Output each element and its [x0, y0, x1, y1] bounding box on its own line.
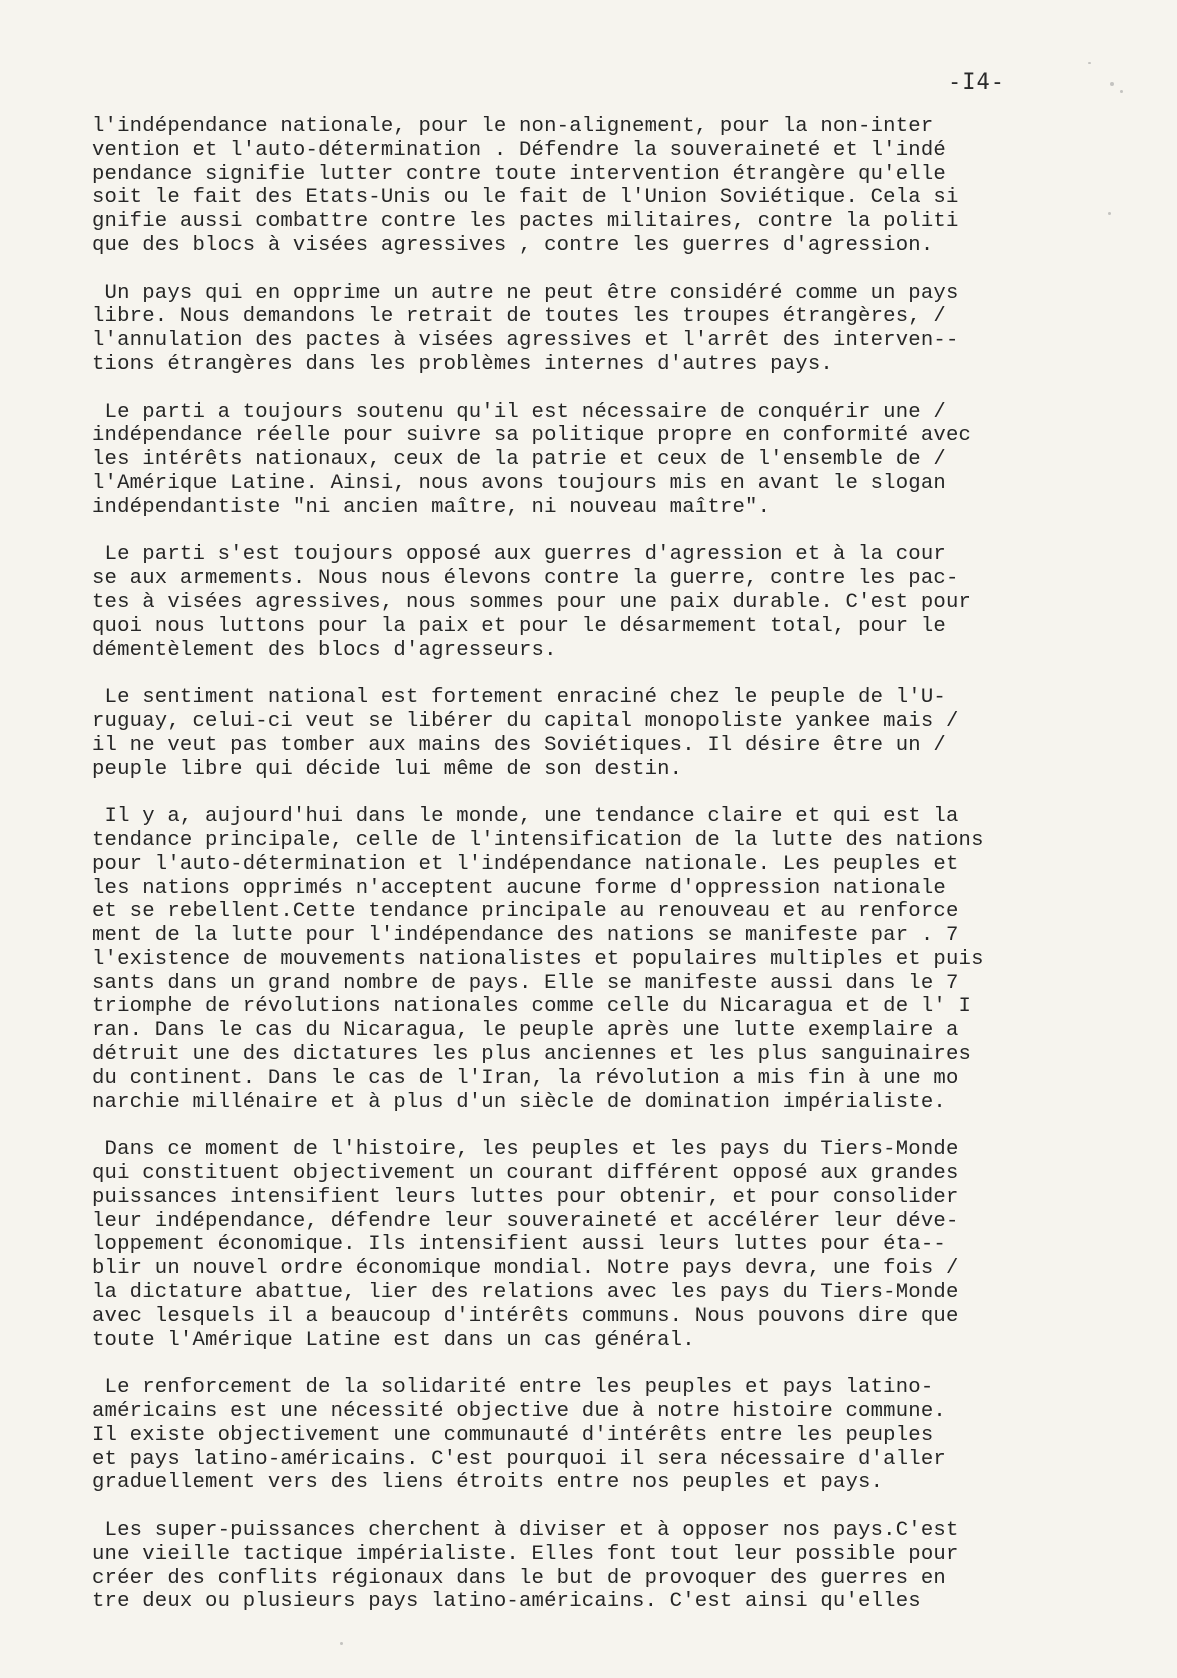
text-line: tendance principale, celle de l'intensification de la lutte des nations: [92, 828, 984, 852]
paper-speck: [1110, 82, 1114, 86]
paragraph: [92, 401, 1102, 520]
text-line: ment de la lutte pour l'indépendance des nations se manifeste par . 7: [92, 924, 959, 948]
text-line: et se rebellent.Cette tendance principale au renouveau et au renforce: [92, 900, 959, 924]
text-line: l'indépendance nationale, pour le non-alignement, pour la non-inter: [92, 115, 934, 138]
text-line: l'annulation des pactes à visées agressives et l'arrêt des interven--: [92, 329, 959, 353]
text-line: triomphe de révolutions nationales comme celle du Nicaragua et de l' I: [92, 995, 972, 1019]
text-line: pendance signifie lutter contre toute intervention étrangère qu'elle: [92, 162, 946, 186]
text-line: qui constituent objectivement un courant différent opposé aux grandes: [92, 1162, 959, 1186]
paper-speck: [1120, 90, 1123, 93]
paragraph: [92, 1376, 1102, 1495]
text-line: leur indépendance, défendre leur souveraineté et accélérer leur déve-: [92, 1209, 959, 1233]
paper-speck: [1108, 212, 1111, 215]
paragraph: [92, 543, 1102, 662]
text-line: peuple libre qui décide lui même de son destin.: [92, 757, 683, 781]
text-line: blir un nouvel ordre économique mondial. Notre pays devra, une fois /: [92, 1257, 959, 1281]
text-line: avec lesquels il a beaucoup d'intérêts communs. Nous pouvons dire que: [92, 1304, 959, 1328]
text-line: Il existe objectivement une communauté d'intérêts entre les peuples: [92, 1423, 934, 1447]
text-line: Le sentiment national est fortement enraciné chez le peuple de l'U-: [92, 686, 946, 710]
text-line: Il y a, aujourd'hui dans le monde, une tendance claire et qui est la: [92, 805, 959, 829]
text-line: toute l'Amérique Latine est dans un cas général.: [92, 1328, 695, 1352]
text-line: libre. Nous demandons le retrait de toutes les troupes étrangères, /: [92, 305, 946, 329]
text-line: une vieille tactique impérialiste. Elles font tout leur possible pour: [92, 1542, 959, 1566]
text-line: les nations opprimés n'acceptent aucune forme d'oppression nationale: [92, 876, 946, 900]
text-line: Le parti a toujours soutenu qu'il est nécessaire de conquérir une /: [92, 400, 946, 424]
text-line: vention et l'auto-détermination . Défendre la souveraineté et l'indé: [92, 138, 946, 162]
text-line: il ne veut pas tomber aux mains des Soviétiques. Il désire être un /: [92, 733, 946, 757]
paragraph: [92, 115, 1102, 258]
text-line: les intérêts nationaux, ceux de la patrie et ceux de l'ensemble de /: [92, 448, 946, 472]
text-line: sants dans un grand nombre de pays. Elle se manifeste aussi dans le 7: [92, 971, 959, 995]
text-line: Le parti s'est toujours opposé aux guerres d'agression et à la cour: [92, 543, 946, 567]
paper-speck: [340, 1642, 343, 1645]
text-line: graduellement vers des liens étroits entre nos peuples et pays.: [92, 1471, 884, 1495]
document-body: [92, 115, 1102, 1638]
text-line: pour l'auto-détermination et l'indépendance nationale. Les peuples et: [92, 852, 959, 876]
text-line: Dans ce moment de l'histoire, les peuples et les pays du Tiers-Monde: [92, 1138, 959, 1162]
text-line: créer des conflits régionaux dans le but de provoquer des guerres en: [92, 1566, 946, 1590]
text-line: Les super-puissances cherchent à diviser et à opposer nos pays.C'est: [92, 1519, 959, 1543]
text-line: tre deux ou plusieurs pays latino-américains. C'est ainsi qu'elles: [92, 1590, 921, 1614]
text-line: ran. Dans le cas du Nicaragua, le peuple après une lutte exemplaire a: [92, 1019, 959, 1043]
text-line: que des blocs à visées agressives , contre les guerres d'agression.: [92, 233, 934, 257]
text-line: la dictature abattue, lier des relations avec les pays du Tiers-Monde: [92, 1281, 959, 1305]
text-line: indépendance réelle pour suivre sa politique propre en conformité avec: [92, 424, 972, 448]
text-line: gnifie aussi combattre contre les pactes militaires, contre la politi: [92, 210, 959, 234]
text-line: démentèlement des blocs d'agresseurs.: [92, 638, 557, 662]
paragraph: [92, 805, 1102, 1114]
text-line: indépendantiste "ni ancien maître, ni nouveau maître".: [92, 495, 771, 519]
text-line: détruit une des dictatures les plus anciennes et les plus sanguinaires: [92, 1043, 972, 1067]
text-line: soit le fait des Etats-Unis ou le fait de l'Union Soviétique. Cela si: [92, 186, 959, 210]
text-line: narchie millénaire et à plus d'un siècle de domination impérialiste.: [92, 1090, 946, 1114]
paragraph: [92, 282, 1102, 377]
text-line: loppement économique. Ils intensifient aussi leurs luttes pour éta--: [92, 1233, 946, 1257]
text-line: quoi nous luttons pour la paix et pour le désarmement total, pour le: [92, 614, 946, 638]
text-line: américains est une nécessité objective due à notre histoire commune.: [92, 1400, 946, 1424]
text-line: ruguay, celui-ci veut se libérer du capital monopoliste yankee mais /: [92, 709, 959, 733]
text-line: Un pays qui en opprime un autre ne peut être considéré comme un pays: [92, 281, 959, 305]
text-line: Le renforcement de la solidarité entre les peuples et pays latino-: [92, 1376, 934, 1400]
page-number: -I4-: [948, 70, 1005, 95]
text-line: l'Amérique Latine. Ainsi, nous avons toujours mis en avant le slogan: [92, 471, 946, 495]
text-line: puissances intensifient leurs luttes pour obtenir, et pour consolider: [92, 1185, 959, 1209]
text-line: et pays latino-américains. C'est pourquoi il sera nécessaire d'aller: [92, 1447, 946, 1471]
paragraph: [92, 1519, 1102, 1614]
paragraph: [92, 1138, 1102, 1352]
text-line: se aux armements. Nous nous élevons contre la guerre, contre les pac-: [92, 567, 959, 591]
paragraph: [92, 686, 1102, 781]
text-line: tes à visées agressives, nous sommes pour une paix durable. C'est pour: [92, 590, 972, 614]
text-line: l'existence de mouvements nationalistes et populaires multiples et puis: [92, 947, 984, 971]
text-line: du continent. Dans le cas de l'Iran, la révolution a mis fin à une mo: [92, 1066, 959, 1090]
text-line: tions étrangères dans les problèmes internes d'autres pays.: [92, 352, 833, 376]
paper-speck: [1088, 62, 1091, 64]
